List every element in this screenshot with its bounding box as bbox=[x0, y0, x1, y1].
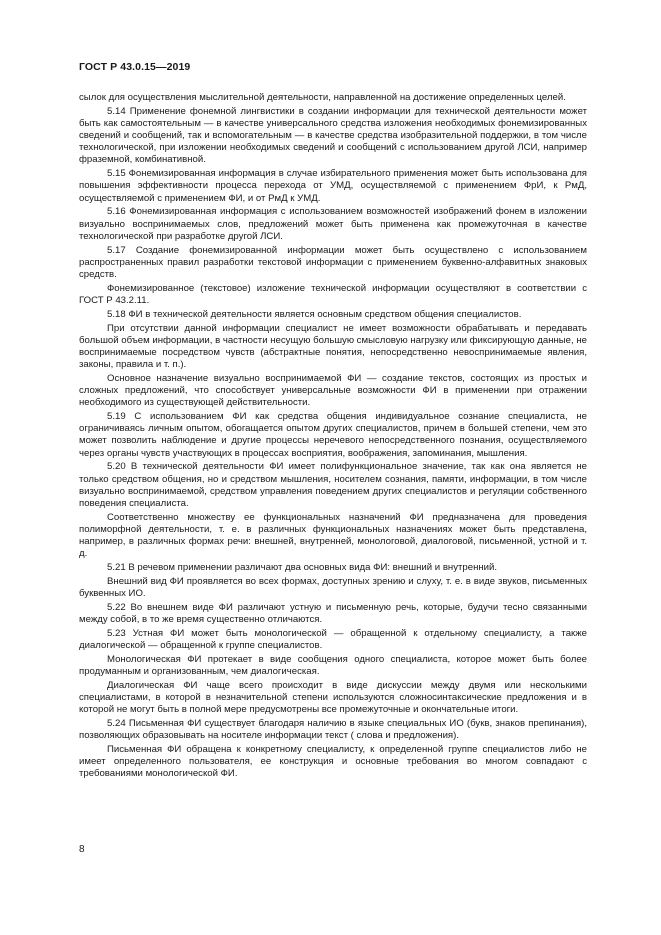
paragraph: 5.22 Во внешнем виде ФИ различают устную и письменную речь, которые, будучи тесно связанными между собой, в то же время существенно отличаются. bbox=[79, 601, 587, 626]
paragraph: 5.23 Устная ФИ может быть монологической — обращенной к отдельному специалисту, а также диалогической — обращенной к группе специалистов. bbox=[79, 627, 587, 652]
paragraph: 5.18 ФИ в технической деятельности является основным средством общения специалистов. bbox=[107, 308, 522, 320]
paragraph: 5.20 В технической деятельности ФИ имеет полифункциональное значение, так как она является не только средством общения, но и средством мышления, носителем сознания, памяти, информации, в том числе визуально воспринимаемой, средством управления поведением других специалистов и регуляции собственного поведения специалиста. bbox=[79, 461, 587, 509]
paragraph: При отсутствии данной информации специалист не имеет возможности обрабатывать и передавать большой объем информации, в частности несущую большую смысловую нагрузку или фиксирующую данные, не воспринимаемые посредством чувств (абстрактные понятия, непосредственно невоспринимаемые явления, законы, правила и т. п.). bbox=[79, 322, 587, 371]
page-number: 8 bbox=[79, 844, 85, 855]
paragraph: Фонемизированное (текстовое) изложение технической информации осуществляют в соответствии с ГОСТ Р 43.2.11. bbox=[79, 282, 587, 306]
paragraph: Соответственно множеству ее функциональных назначений ФИ предназначена для проведения полиморфной деятельности, т. е. в различных функциональных назначениях может быть представлена, например, в различных формах речи: внешней, внутренней, монологовой, диалоговой, письменной, устной и т. д. bbox=[79, 511, 587, 560]
paragraph: Внешний вид ФИ проявляется во всех формах, доступных зрению и слуху, т. е. в виде звуков, письменных буквенных ИО. bbox=[79, 575, 587, 600]
paragraph: 5.16 Фонемизированная информация с использованием возможностей изображений фонем в изложении визуально воспринимаемых слов, предложений может быть применена как промежуточная в качестве технологической при разработке другой ЛСИ. bbox=[79, 206, 587, 242]
paragraph: Письменная ФИ обращена к конкретному специалисту, к определенной группе специалистов либо не имеет определенного пользователя, ее конструкция и основные требования во многом совпадают с требованиями монологической ФИ. bbox=[79, 744, 587, 780]
paragraph: 5.14 Применение фонемной лингвистики в создании информации для технической деятельности может быть как самостоятельным — в качестве универсального средства изложения необходимых фонемизированных сведений и сообщений, так и вспомогательным — в качестве средства изобразительной поддержки, в том числе технологической, при изложении необходимых сведений и сообщений с использованием другой ЛСИ, например фраземной, комбинативной. bbox=[79, 105, 587, 166]
standard-designation-header: ГОСТ Р 43.0.15—2019 bbox=[79, 61, 191, 73]
paragraph: сылок для осуществления мыслительной деятельности, направленной на достижение определенных целей. bbox=[79, 92, 566, 103]
paragraph: Диалогическая ФИ чаще всего происходит в виде дискуссии между двумя или несколькими специалистами, в которой в незначительной степени используются сложносинтаксические предложения и в которой не могут быть в полной мере предусмотрены все промежуточные и окончательные итоги. bbox=[79, 679, 587, 716]
paragraph: 5.19 С использованием ФИ как средства общения индивидуальное сознание специалиста, не ограничиваясь личным опытом, обогащается опытом других специалистов, причем в большей степени, чем это может позволить наблюдение и другие процессы неречевого непосредственного познания, осуществляемого через органы чувств участвующих в процессах восприятия, воображения, запоминания, мышления. bbox=[79, 411, 587, 459]
paragraph: 5.17 Создание фонемизированной информации может быть осуществлено с использованием распространенных правил разработки текстовой информации с применением буквенно-алфавитных знаковых средств. bbox=[79, 244, 587, 280]
paragraph: Монологическая ФИ протекает в виде сообщения одного специалиста, которое может быть более продуманным и организованным, чем диалогическая. bbox=[79, 653, 587, 678]
document-body bbox=[79, 92, 587, 782]
paragraph: 5.21 В речевом применении различают два основных вида ФИ: внешний и внутренний. bbox=[107, 562, 498, 574]
paragraph: 5.24 Письменная ФИ существует благодаря наличию в языке специальных ИО (букв, знаков препинания), позволяющих образовывать на носителе информации текст ( слова и предложения). bbox=[79, 718, 587, 742]
paragraph: Основное назначение визуально воспринимаемой ФИ — создание текстов, состоящих из простых и сложных предложений, что способствует универсальные возможности ФИ в применении при отражении необходимого из существующей действительности. bbox=[79, 372, 587, 409]
paragraph: 5.15 Фонемизированная информация в случае избирательного применения может быть использована для повышения эффективности процесса перехода от УМД, осуществляемой с применением ФрИ, к РмД, осуществляемой с применением ФИ, и от РмД к УМД. bbox=[79, 168, 587, 204]
